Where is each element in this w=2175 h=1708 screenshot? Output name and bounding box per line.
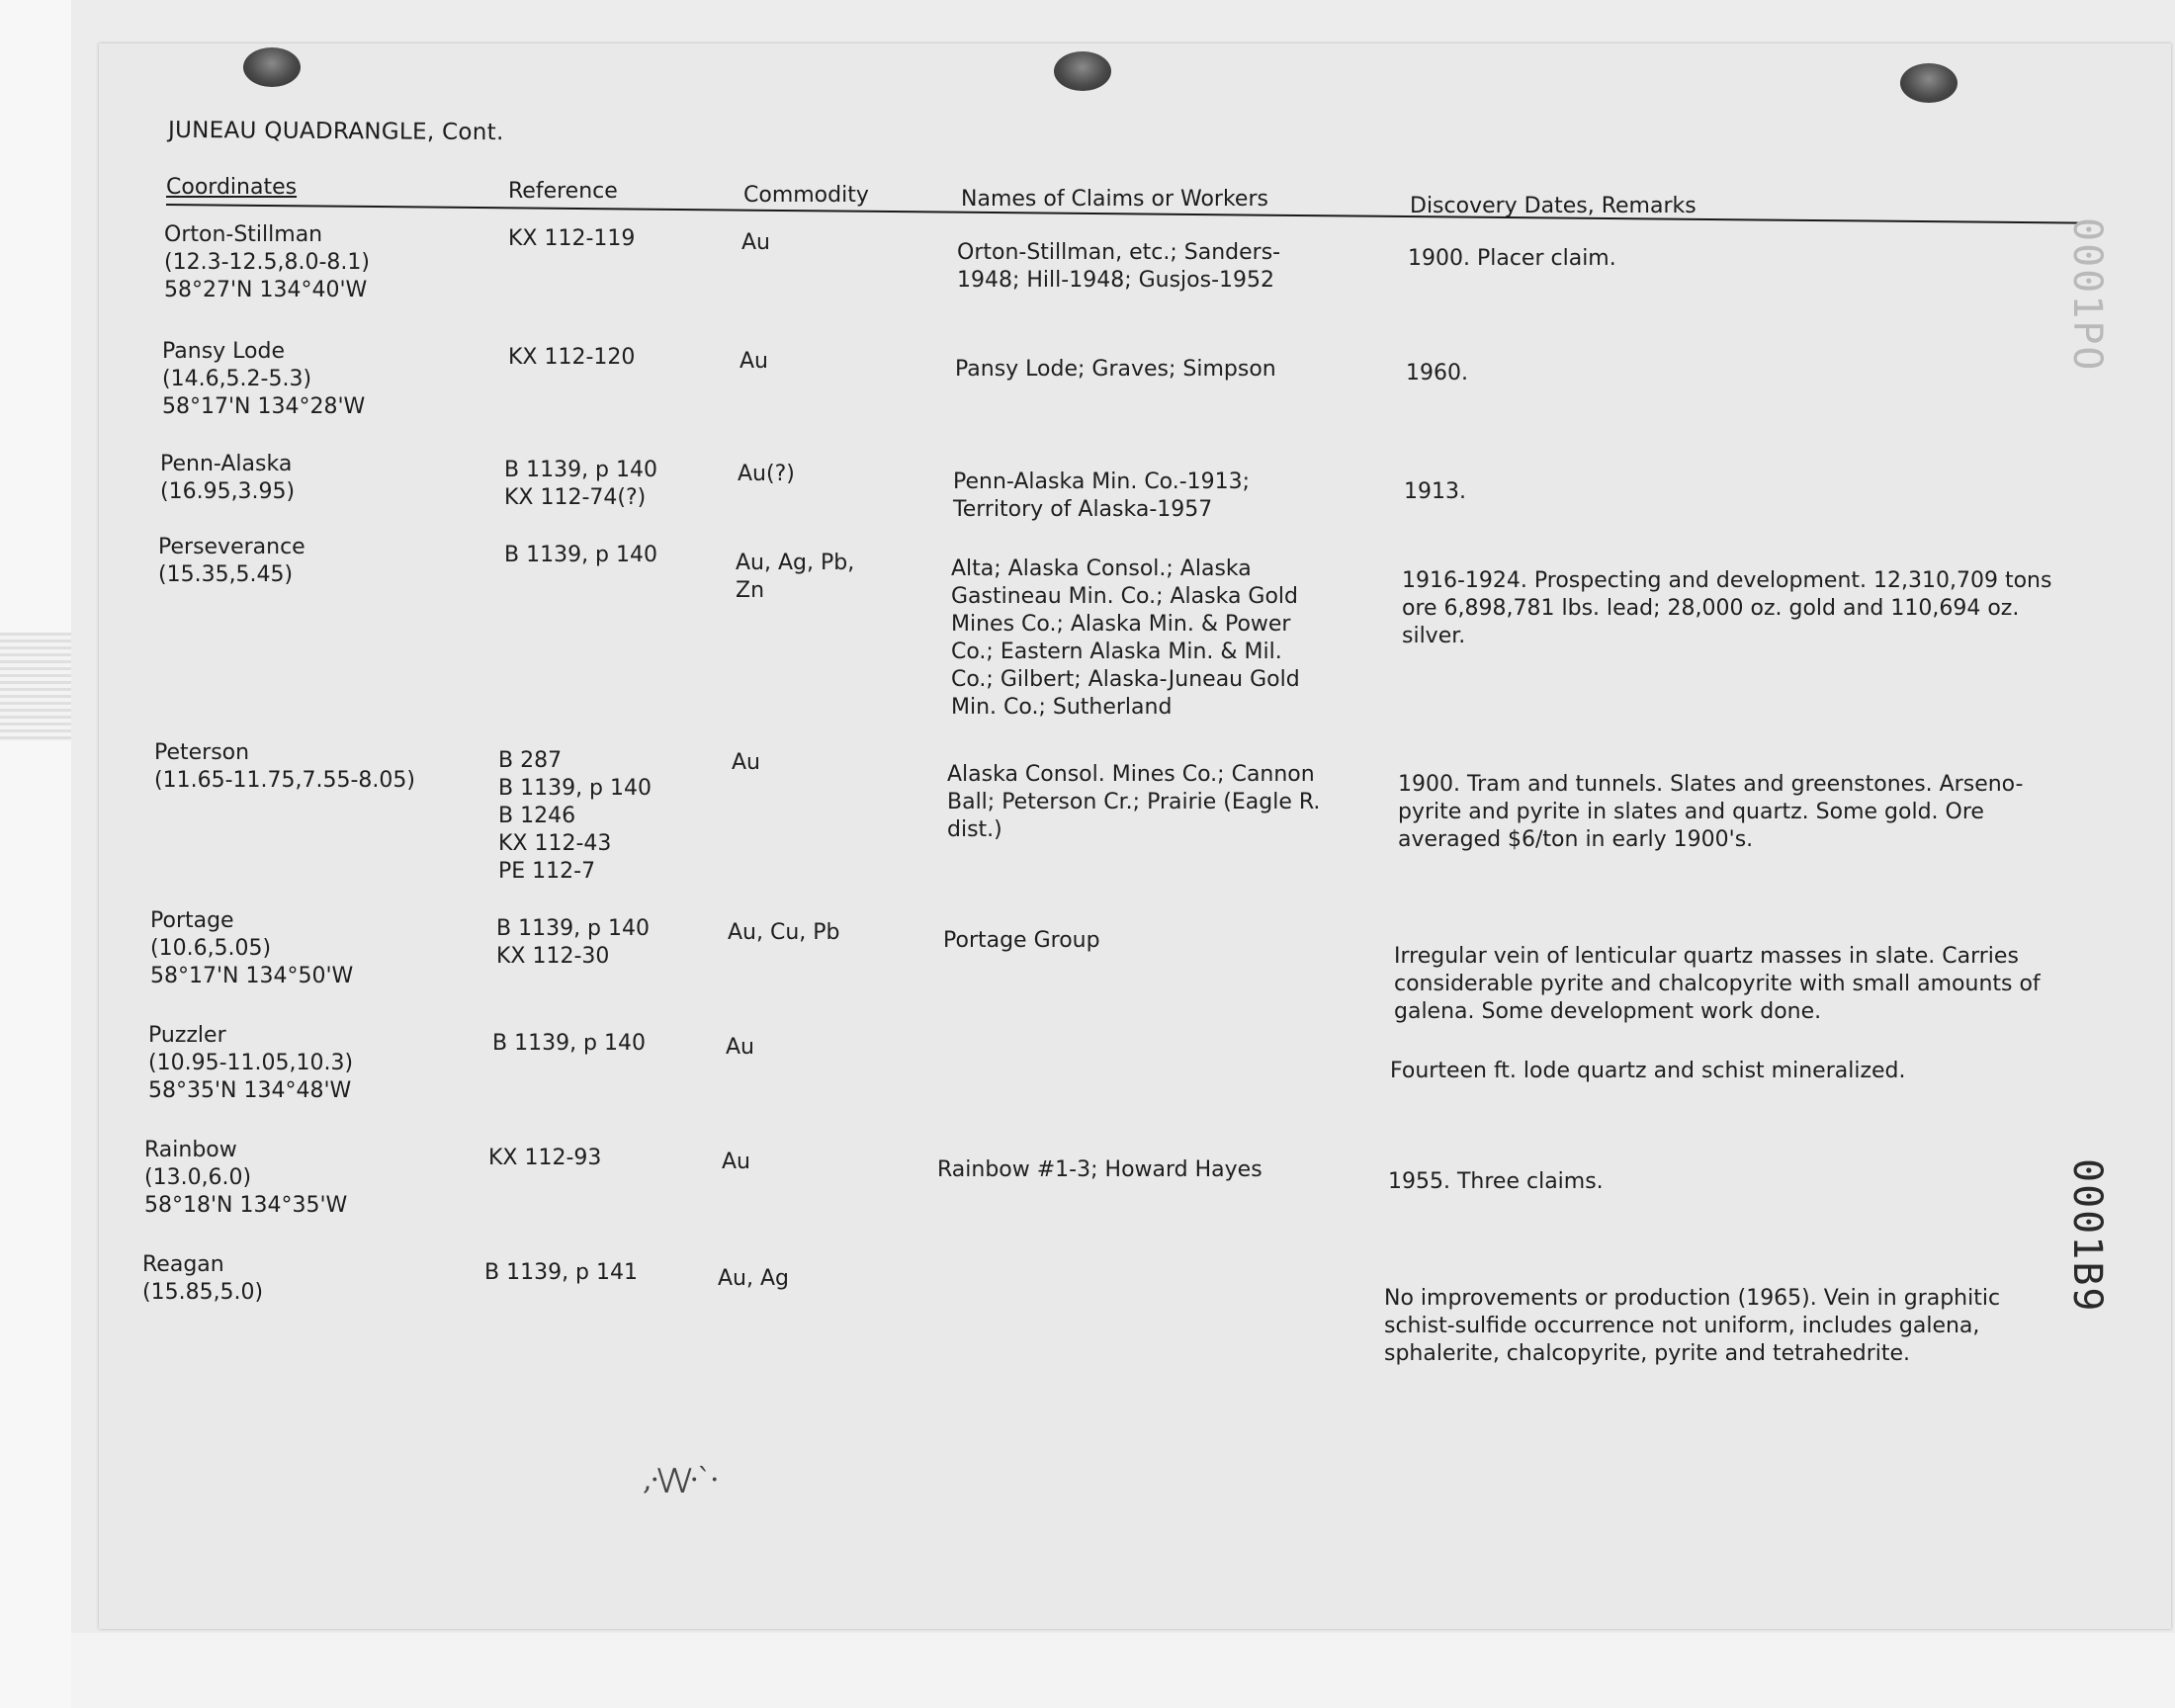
- row-1-coordinates: Orton-Stillman (12.3-12.5,8.0-8.1) 58°27'N 134°40'W: [164, 222, 370, 302]
- row-5-coordinates: Peterson (11.65-11.75,7.55-8.05): [154, 740, 415, 793]
- row-3-commodity: Au(?): [738, 462, 795, 486]
- row-6-remarks: Irregular vein of lenticular quartz masses in slate. Carries considerable pyrite and chalcopyrite with small amounts of galena. Some development work done.: [1394, 944, 2041, 1024]
- column-header-reference: Reference: [508, 179, 618, 204]
- row-2-coordinates: Pansy Lode (14.6,5.2-5.3) 58°17'N 134°28'W: [162, 339, 366, 419]
- row-1-names: Orton-Stillman, etc.; Sanders- 1948; Hill-1948; Gusjos-1952: [957, 240, 1281, 293]
- row-7-remarks: Fourteen ft. lode quartz and schist mineralized.: [1390, 1059, 1906, 1083]
- side-number-bottom: 0001B9: [2064, 1158, 2110, 1314]
- row-3-coordinates: Penn-Alaska (16.95,3.95): [160, 452, 296, 504]
- side-number-top: 0001PO: [2064, 217, 2110, 373]
- row-6-reference: B 1139, p 140 KX 112-30: [496, 916, 651, 969]
- column-header-remarks: Discovery Dates, Remarks: [1410, 194, 1696, 218]
- row-6-commodity: Au, Cu, Pb: [728, 920, 840, 945]
- row-7-coordinates: Puzzler (10.95-11.05,10.3) 58°35'N 134°48'W: [148, 1023, 354, 1103]
- column-header-commodity: Commodity: [743, 183, 869, 208]
- row-1-reference: KX 112-119: [508, 226, 636, 251]
- row-3-names: Penn-Alaska Min. Co.-1913; Territory of Alaska-1957: [953, 470, 1251, 522]
- row-9-remarks: No improvements or production (1965). Vein in graphitic schist-sulfide occurrence not uniform, includes galena, sphalerite, chalcopyrite, pyrite and tetrahedrite.: [1384, 1286, 2001, 1366]
- row-1-remarks: 1900. Placer claim.: [1408, 246, 1616, 271]
- row-4-commodity: Au, Ag, Pb, Zn: [736, 551, 855, 603]
- row-1-commodity: Au: [741, 230, 770, 255]
- row-8-commodity: Au: [722, 1150, 750, 1174]
- punch-hole-center: [1054, 51, 1111, 91]
- row-6-names: Portage Group: [943, 928, 1100, 953]
- row-9-commodity: Au, Ag: [718, 1266, 789, 1291]
- page-title: JUNEAU QUADRANGLE, Cont.: [167, 117, 504, 146]
- punch-hole-left: [243, 47, 301, 87]
- row-7-commodity: Au: [726, 1035, 754, 1060]
- row-8-coordinates: Rainbow (13.0,6.0) 58°18'N 134°35'W: [144, 1138, 348, 1218]
- row-5-remarks: 1900. Tram and tunnels. Slates and greenstones. Arseno- pyrite and pyrite in slates and quartz. Some gold. Ore averaged $6/ton in early 1900's.: [1398, 772, 2024, 852]
- row-8-names: Rainbow #1-3; Howard Hayes: [937, 1157, 1262, 1182]
- row-3-remarks: 1913.: [1404, 479, 1466, 504]
- row-8-reference: KX 112-93: [488, 1146, 602, 1170]
- scan-bottom-margin: [71, 1633, 2175, 1708]
- document-page: [99, 43, 2171, 1629]
- row-2-remarks: 1960.: [1406, 361, 1468, 385]
- row-4-remarks: 1916-1924. Prospecting and development. 12,310,709 tons ore 6,898,781 lbs. lead; 28,000 oz. gold and 110,694 oz. silver.: [1402, 568, 2052, 648]
- scan-left-margin: [0, 0, 71, 1708]
- row-4-names: Alta; Alaska Consol.; Alaska Gastineau Min. Co.; Alaska Gold Mines Co.; Alaska Min. & Power Co.; Eastern Alaska Min. & Mil. Co.; Gilbert; Alaska-Juneau Gold Min. Co.; Sutherland: [951, 556, 1300, 720]
- row-9-coordinates: Reagan (15.85,5.0): [142, 1252, 264, 1305]
- ink-specks: ,·\/\/·`·: [643, 1463, 718, 1497]
- row-3-reference: B 1139, p 140 KX 112-74(?): [504, 458, 658, 510]
- row-4-reference: B 1139, p 140: [504, 543, 658, 567]
- row-2-names: Pansy Lode; Graves; Simpson: [955, 357, 1276, 382]
- column-header-names: Names of Claims or Workers: [961, 187, 1268, 212]
- column-header-coordinates: Coordinates: [166, 175, 298, 200]
- row-5-commodity: Au: [732, 750, 760, 775]
- row-9-reference: B 1139, p 141: [484, 1260, 639, 1285]
- row-8-remarks: 1955. Three claims.: [1388, 1169, 1604, 1194]
- punch-hole-right: [1900, 63, 1958, 103]
- row-5-reference: B 287 B 1139, p 140 B 1246 KX 112-43 PE 112-7: [498, 748, 652, 884]
- row-2-commodity: Au: [740, 349, 768, 374]
- row-4-coordinates: Perseverance (15.35,5.45): [158, 535, 305, 587]
- row-6-coordinates: Portage (10.6,5.05) 58°17'N 134°50'W: [150, 908, 354, 988]
- row-7-reference: B 1139, p 140: [492, 1031, 647, 1056]
- row-2-reference: KX 112-120: [508, 345, 636, 370]
- row-5-names: Alaska Consol. Mines Co.; Cannon Ball; Peterson Cr.; Prairie (Eagle R. dist.): [947, 762, 1321, 842]
